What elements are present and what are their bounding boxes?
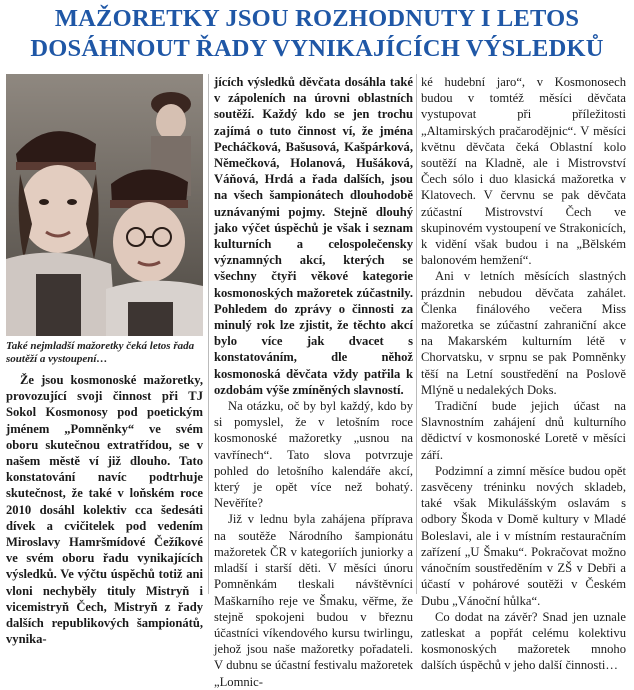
column-2-paragraph-3: Již v lednu byla zahájena příprava na soutěže Národního šampionátu mažoretek ČR v kategoriích juniorky a mladší i starší děti. V měsíci únoru Pomněnkám tleskali návštěvníci Maškarního reje ve Šmaku, věřme, že stejně spokojeni budou v březnu účastníci víkendového kursu twirlingu, jehož jsou naše mažoretky pořadateli. V dubnu se účastní festivalu mažoretek „Lomnic- xyxy=(214,512,413,689)
article-column-3 xyxy=(421,74,626,674)
column-3-paragraph-3: Tradiční bude jejich účast na Slavnostním zahájení dnů kulturního dědictví v kosmonoské Loretě v měsíci září. xyxy=(421,399,626,462)
column-3-paragraph-5: Co dodat na závěr? Snad jen uznale zatleskat a popřát celému kolektivu kosmonoských mažoretek mnoho dalších úspěchů v jeho další činnosti… xyxy=(421,609,626,673)
column-3-paragraph-1: ké hudební jaro“, v Kosmonosech budou v tomtéž měsíci děvčata vystupovat při příležitosti „Altamirských pračarodějnic“. V měsíci květnu děvčata čeká Oblastní kolo soutěží na Kladně, ale i Mistrovství Čech sólo i duo klasická mažoretka v Klatovech. V červnu se pak děvčata zúčastní Mistrovství Čech ve skupinovém vystoupení ve Strakonicích, k vidění však budou i na „Bělském balonovém hemžení“. xyxy=(421,75,626,268)
column-3-paragraph-4: Podzimní a zimní měsíce budou opět zasvěceny tréninku nových skladeb, také však Mikulášským oslavám s odbory Škoda v Domě kultury v Mladé Boleslavi, ale i v místním restauračním zařízení „U Šmaku“. Pokračovat možno vánočním soustředěním v ZŠ v Debři a účastí v pohárové soutěži v Českém Dubu „Vánoční hůlka“. xyxy=(421,463,626,608)
headline-line-1: MAŽORETKY JSOU ROZHODNUTY I LETOS xyxy=(54,5,580,32)
column-1-paragraph: Že jsou kosmonoské mažoretky, provozující svoji činnost při TJ Sokol Kosmonosy pod poetickým jménem „Pomněnky“ ve svém oboru skutečnou extratřídou, se v našem městě ví již dlouho. Tato konstatování navíc podtrhuje skutečnost, že také v loňském roce 2010 dosáhl kolektiv cca šedesáti dívek a cvičitelek pod vedením Miroslavy Hamršmídové Čežíkové ve svém oboru řadu vynikajících výsledků. Ve výčtu úspěchů totiž ani vloni nechyběly tituly Mistryň i vicemistryň Čech, Mistryň z řady dalších republikových šampionátů, vynika- xyxy=(6,373,203,647)
column-divider xyxy=(416,74,417,594)
photo-caption: Také nejmladší mažoretky čeká letos řada soutěží a vystoupení… xyxy=(6,340,195,365)
column-2-paragraph-2: Na otázku, oč by byl každý, kdo by si pomyslel, že v letošním roce kosmonoské mažoretky „usnou na vavřínech“. Tato slova potvrzuje pohled do letošního kalendáře akcí, který je opět více než bohatý. Nevěříte? xyxy=(214,399,413,511)
column-2-paragraph-1: jících výsledků děvčata dosáhla také v zápoleních na úrovni oblastních soutěží. Každý kdo se jen trochu zajímá o tuto činnost ví, že jména Pecháčková, Bašusová, Kašpárková, Němečková, Holanová, Hušáková, Váňová, Hrdá a řada dalších, jsou na všech šampionátech dlouhodobě uznávanými pojmy. Stejně dlouhý jako výčet úspěchů je však i seznam kulturních a celospolečensky významných akcí, kterých se všechny čtyři věkové kategorie kosmonoských mažoretek zúčastnily. Pohledem do zprávy o činnosti za minulý rok lze zjistit, že těchto akcí bylo více jak dvacet s konstatováním, dle něhož kosmonoská děvčata vždy patřila k ozdobám výše zmíněných slavností. xyxy=(214,75,413,397)
article-column-2 xyxy=(214,74,413,690)
headline-line-2: DOSÁHNOUT ŘADY VYNIKAJÍCÍCH VÝSLEDKŮ xyxy=(30,35,604,62)
majorettes-photo xyxy=(6,74,203,336)
article-headline xyxy=(0,4,634,64)
article-column-1 xyxy=(6,74,203,647)
column-divider xyxy=(208,74,209,594)
column-3-paragraph-2: Ani v letních měsících slastných prázdnin nebudou děvčata zahálet. Členka finálového večera Miss mažoretka se zúčastní zahraniční akce na Makarském kulturním létě v Chorvatsku, v srpnu se pak Pomněnky těší na Letní soustředění na Poslově Mlýně u nedalekých Doks. xyxy=(421,269,626,397)
